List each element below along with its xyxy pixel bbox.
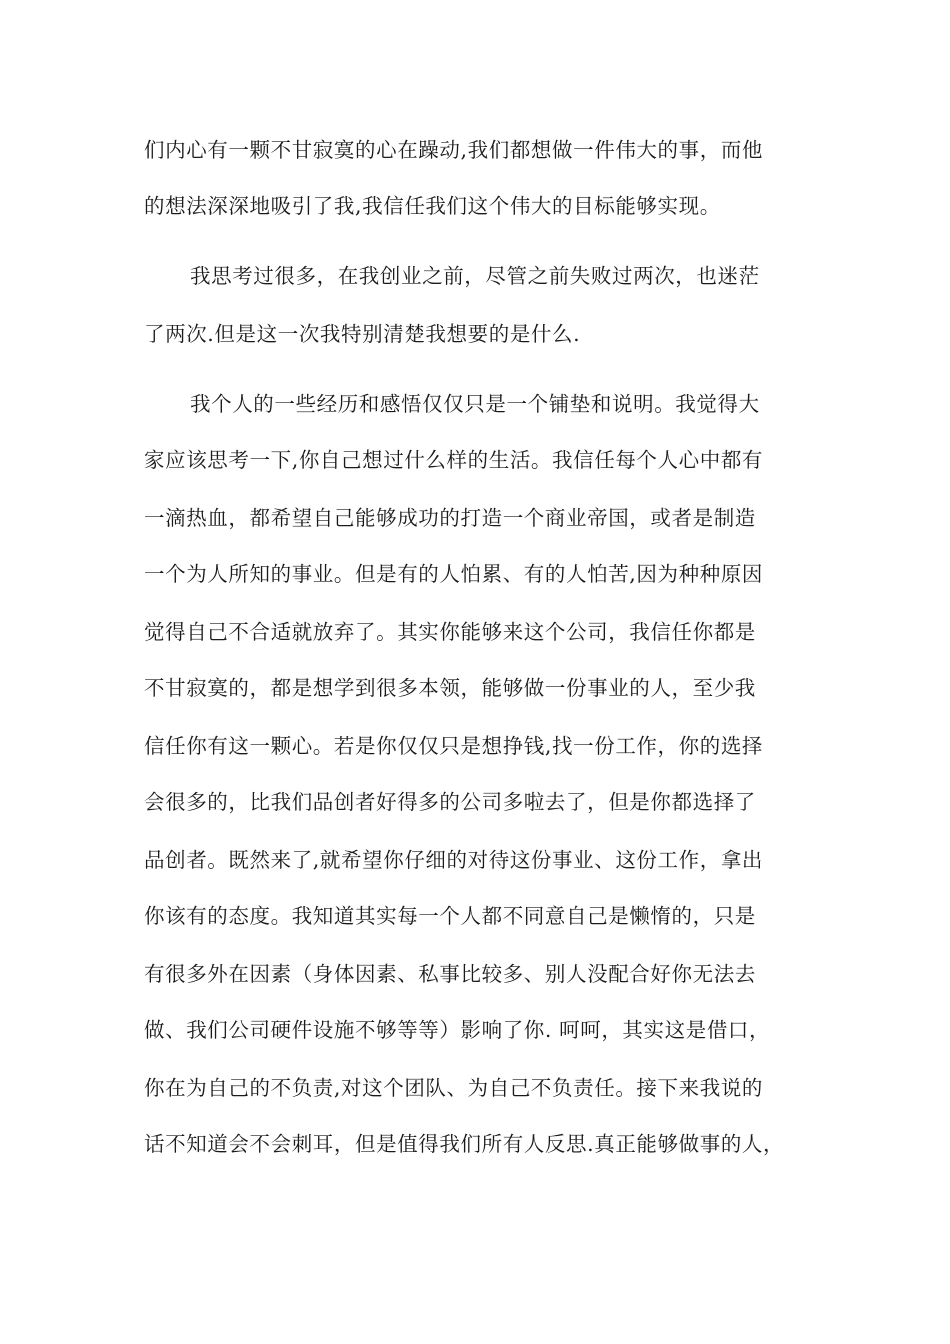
text-line: 做、我们公司硬件设施不够等等）影响了你. 呵呵，其实这是借口， — [144, 1018, 771, 1042]
text-line: 不甘寂寞的，都是想学到很多本领，能够做一份事业的人，至少我 — [144, 676, 756, 700]
text-line: 一个为人所知的事业。但是有的人怕累、有的人怕苦,因为种种原因 — [144, 562, 764, 586]
text-line: 们内心有一颗不甘寂寞的心在躁动,我们都想做一件伟大的事，而他 — [144, 138, 764, 162]
text-line: 一滴热血，都希望自己能够成功的打造一个商业帝国，或者是制造 — [144, 506, 756, 530]
text-line: 了两次.但是这一次我特别清楚我想要的是什么. — [144, 322, 581, 346]
text-line: 会很多的，比我们品创者好得多的公司多啦去了，但是你都选择了 — [144, 790, 756, 814]
text-line: 你该有的态度。我知道其实每一个人都不同意自己是懒惰的，只是 — [144, 904, 756, 928]
text-line: 我个人的一些经历和感悟仅仅只是一个铺垫和说明。我觉得大 — [190, 392, 760, 416]
text-line: 我思考过很多，在我创业之前，尽管之前失败过两次，也迷茫 — [190, 264, 760, 288]
text-line: 觉得自己不合适就放弃了。其实你能够来这个公司，我信任你都是 — [144, 620, 756, 644]
text-line: 你在为自己的不负责,对这个团队、为自己不负责任。接下来我说的 — [144, 1076, 764, 1100]
text-line: 的想法深深地吸引了我,我信任我们这个伟大的目标能够实现。 — [144, 194, 721, 218]
text-line: 信任你有这一颗心。若是你仅仅只是想挣钱,找一份工作，你的选择 — [144, 734, 764, 758]
text-line: 话不知道会不会刺耳，但是值得我们所有人反思.真正能够做事的人， — [144, 1132, 785, 1156]
text-line: 有很多外在因素（身体因素、私事比较多、别人没配合好你无法去 — [144, 962, 756, 986]
text-line: 家应该思考一下,你自己想过什么样的生活。我信任每个人心中都有 — [144, 448, 764, 472]
text-line: 品创者。既然来了,就希望你仔细的对待这份事业、这份工作，拿出 — [144, 848, 764, 872]
